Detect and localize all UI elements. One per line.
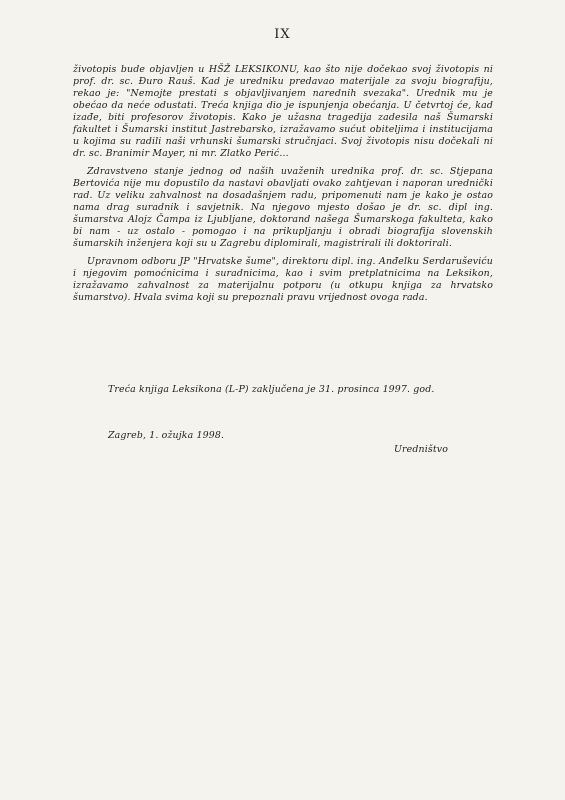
place-date: Zagreb, 1. ožujka 1998. (108, 430, 225, 441)
document-body (73, 64, 493, 310)
paragraph-acknowledgements: Upravnom odboru JP "Hrvatske šume", direktoru dipl. ing. Anđelku Serdaruševiću i njegovim pomoćnicima i suradnicima, kao i svim pretplatnicima na Leksikon, izražavamo zahvalnost za materijalnu potporu (u otkupu knjiga za hrvatsko šumarstvo). Hvala svima koji su prepoznali pravu vrijednost ovoga rada. (73, 256, 493, 303)
signature: Uredništvo (394, 444, 448, 455)
paragraph-editor-change: Zdravstveno stanje jednog od naših uvaženih urednika prof. dr. sc. Stjepana Bertovića nije mu dopustilo da nastavi obavljati ovako zahtjevan i naporan urednički rad. Uz veliku zahvalnost na dosadašnjem radu, pripomenuti nam je kako je ostao nama drag suradnik i savjetnik. Na njegovo mjesto došao je dr. sc. dipl ing. šumarstva Alojz Čampa iz Ljubljane, doktorand našega Šumarskoga fakulteta, kako bi nam - uz ostalo - pomogao i na prikupljanju i obradi biografija slovenskih šumarskih inženjera koji su u Zagrebu diplomirali, magistrirali ili doktorirali. (73, 166, 493, 249)
paragraph-biography: životopis bude objavljen u HŠŽ LEKSIKONU, kao što nije dočekao svoj životopis ni prof. dr. sc. Đuro Rauš. Kad je uredniku predavao materijale za svoju biografiju, rekao je: "Nemojte prestati s objavljivanjem narednih svezaka". Urednik mu je obećao da neće odustati. Treća knjiga dio je ispunjenja obećanja. U četvrtoj će, kad izađe, biti profesorov životopis. Kako je užasna tragedija zadesila naš Šumarski fakultet i Šumarski institut Jastrebarsko, izražavamo sućut obiteljima i institucijama u kojima su radili naši vrhunski šumarski stručnjaci. Svoj životopis nisu dočekali ni dr. sc. Branimir Mayer, ni mr. Zlatko Perić... (73, 64, 493, 159)
closing-line: Treća knjiga Leksikona (L-P) zaključena je 31. prosinca 1997. god. (108, 384, 435, 395)
page-number: IX (274, 27, 291, 42)
